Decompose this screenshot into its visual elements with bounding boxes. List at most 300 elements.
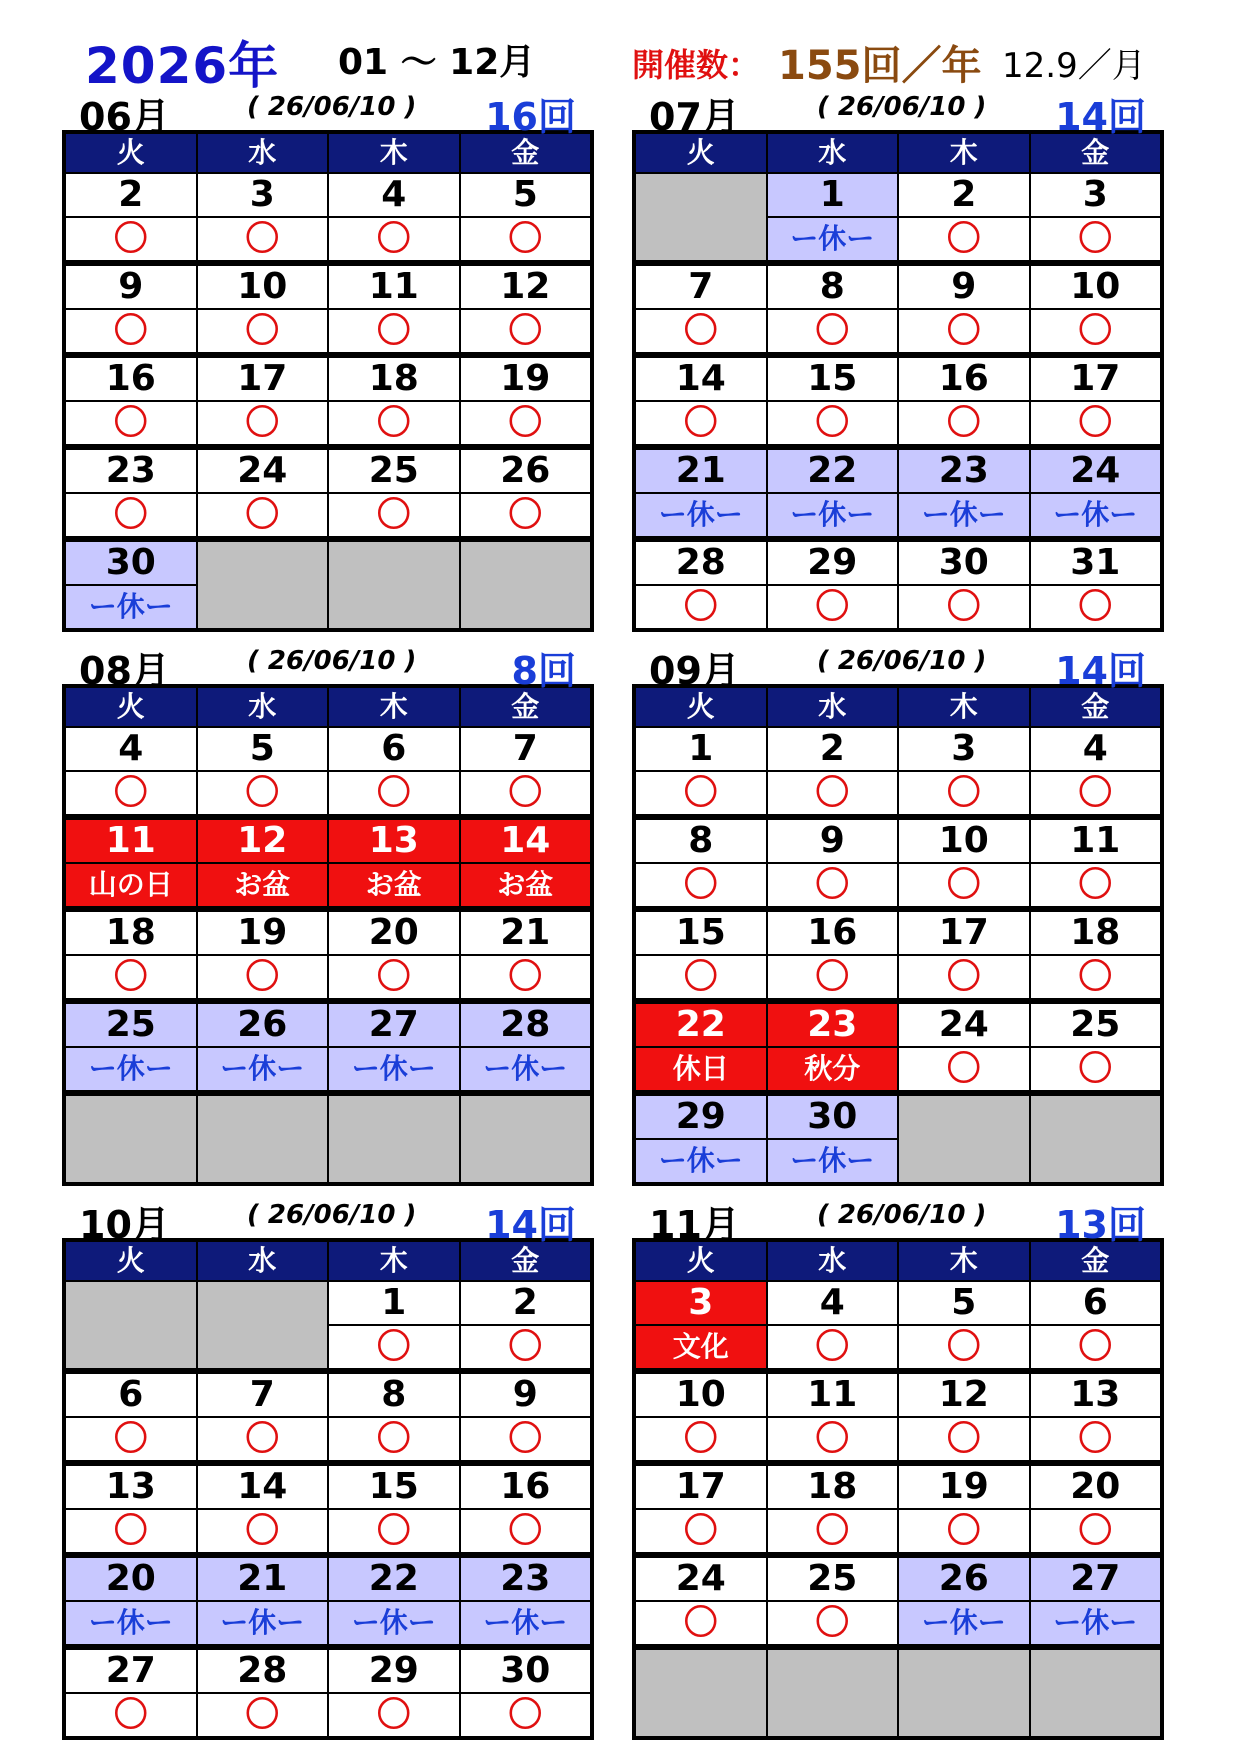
day-number: 28 [461, 1004, 591, 1046]
week-separator [636, 816, 1160, 818]
day-number: 11 [1031, 820, 1161, 862]
event-count-monthly-avg: 12.9／月 [1002, 46, 1146, 86]
day-number: 1 [636, 728, 766, 770]
day-cell-open [461, 358, 591, 444]
day-number: 2 [461, 1282, 591, 1324]
open-circle-mark: 〇 [1031, 956, 1161, 998]
day-cell-open [768, 912, 898, 998]
open-circle-mark: 〇 [66, 772, 196, 814]
day-number: 18 [1031, 912, 1161, 954]
day-cell-open [329, 912, 459, 998]
weekday-header: 火 [636, 134, 766, 172]
day-cell-open [1031, 174, 1161, 260]
day-number: 1 [329, 1282, 459, 1324]
empty-day-cell [899, 1096, 1029, 1182]
week-separator [66, 262, 590, 264]
day-cell-open [768, 1558, 898, 1644]
day-cell-open [329, 1282, 459, 1368]
day-number: 11 [768, 1374, 898, 1416]
day-cell-holiday [461, 820, 591, 906]
day-cell-open [198, 358, 328, 444]
closed-label: ー休ー [768, 1140, 898, 1182]
month-calendar [632, 638, 1164, 1186]
closed-label: ー休ー [66, 1048, 196, 1090]
day-cell-closed [329, 1004, 459, 1090]
empty-day-cell [198, 542, 328, 628]
month-header [632, 638, 1164, 693]
open-circle-mark: 〇 [198, 402, 328, 444]
weekday-header: 火 [66, 1242, 196, 1280]
week-separator [66, 1462, 590, 1464]
open-circle-mark: 〇 [66, 402, 196, 444]
day-number: 28 [198, 1650, 328, 1692]
day-number: 12 [198, 820, 328, 862]
month-calendar [632, 1192, 1164, 1740]
day-number: 30 [768, 1096, 898, 1138]
day-cell-closed [198, 1558, 328, 1644]
day-number: 18 [768, 1466, 898, 1508]
open-circle-mark: 〇 [461, 1694, 591, 1736]
day-cell-open [636, 1374, 766, 1460]
weekday-header: 金 [461, 134, 591, 172]
open-circle-mark: 〇 [1031, 218, 1161, 260]
day-cell-closed [899, 450, 1029, 536]
open-circle-mark: 〇 [329, 1418, 459, 1460]
day-number: 23 [461, 1558, 591, 1600]
day-number: 11 [329, 266, 459, 308]
open-circle-mark: 〇 [66, 1418, 196, 1460]
day-number: 25 [66, 1004, 196, 1046]
month-event-count: 14回 [1055, 649, 1146, 693]
open-circle-mark: 〇 [899, 402, 1029, 444]
week-separator [66, 1370, 590, 1372]
day-cell-open [899, 1004, 1029, 1090]
day-number: 23 [768, 1004, 898, 1046]
day-cell-closed [1031, 450, 1161, 536]
day-cell-open [636, 912, 766, 998]
day-number: 13 [1031, 1374, 1161, 1416]
week-separator [636, 262, 1160, 264]
month-updated-date: ( 26/06/10 ) [247, 92, 417, 122]
day-cell-open [1031, 1282, 1161, 1368]
day-number: 9 [66, 266, 196, 308]
day-cell-open [1031, 912, 1161, 998]
empty-day-cell [636, 1650, 766, 1736]
week-separator [66, 354, 590, 356]
open-circle-mark: 〇 [329, 1694, 459, 1736]
day-cell-open [899, 266, 1029, 352]
open-circle-mark: 〇 [329, 402, 459, 444]
closed-label: ー休ー [636, 1140, 766, 1182]
weekday-header: 木 [329, 688, 459, 726]
weekday-header: 木 [899, 1242, 1029, 1280]
day-number: 26 [461, 450, 591, 492]
open-circle-mark: 〇 [899, 218, 1029, 260]
open-circle-mark: 〇 [329, 772, 459, 814]
day-number: 16 [899, 358, 1029, 400]
closed-label: ー休ー [1031, 494, 1161, 536]
day-cell-open [66, 1466, 196, 1552]
day-cell-open [1031, 542, 1161, 628]
day-cell-open [636, 1466, 766, 1552]
day-cell-open [768, 266, 898, 352]
day-cell-open [636, 266, 766, 352]
week-separator [636, 908, 1160, 910]
day-cell-open [768, 728, 898, 814]
day-number: 7 [636, 266, 766, 308]
month-updated-date: ( 26/06/10 ) [247, 1200, 417, 1230]
day-cell-closed [66, 542, 196, 628]
day-number: 26 [899, 1558, 1029, 1600]
open-circle-mark: 〇 [66, 956, 196, 998]
day-number: 27 [66, 1650, 196, 1692]
day-number: 6 [329, 728, 459, 770]
open-circle-mark: 〇 [198, 1418, 328, 1460]
day-number: 27 [329, 1004, 459, 1046]
day-number: 22 [768, 450, 898, 492]
open-circle-mark: 〇 [66, 310, 196, 352]
month-calendar [62, 84, 594, 632]
calendar-grid [62, 1238, 594, 1740]
day-number: 17 [1031, 358, 1161, 400]
closed-label: ー休ー [329, 1048, 459, 1090]
day-cell-open [636, 358, 766, 444]
open-circle-mark: 〇 [899, 1326, 1029, 1368]
open-circle-mark: 〇 [461, 402, 591, 444]
day-cell-open [329, 728, 459, 814]
weekday-header: 火 [636, 688, 766, 726]
open-circle-mark: 〇 [899, 586, 1029, 628]
day-number: 19 [899, 1466, 1029, 1508]
week-separator [636, 1462, 1160, 1464]
closed-label: ー休ー [198, 1602, 328, 1644]
month-event-count: 14回 [485, 1203, 576, 1247]
day-cell-open [461, 728, 591, 814]
day-number: 3 [636, 1282, 766, 1324]
day-cell-closed [636, 450, 766, 536]
day-number: 4 [329, 174, 459, 216]
day-number: 10 [899, 820, 1029, 862]
day-number: 29 [636, 1096, 766, 1138]
month-updated-date: ( 26/06/10 ) [817, 92, 987, 122]
day-number: 18 [329, 358, 459, 400]
day-cell-open [198, 450, 328, 536]
day-number: 22 [636, 1004, 766, 1046]
day-cell-open [66, 266, 196, 352]
day-number: 2 [66, 174, 196, 216]
day-cell-open [899, 174, 1029, 260]
day-cell-holiday [66, 820, 196, 906]
holiday-name: お盆 [198, 864, 328, 906]
day-number: 31 [1031, 542, 1161, 584]
open-circle-mark: 〇 [66, 1510, 196, 1552]
holiday-name: 山の日 [66, 864, 196, 906]
day-cell-open [66, 1650, 196, 1736]
empty-day-cell [66, 1096, 196, 1182]
day-number: 26 [198, 1004, 328, 1046]
open-circle-mark: 〇 [768, 1418, 898, 1460]
open-circle-mark: 〇 [636, 864, 766, 906]
closed-label: ー休ー [329, 1602, 459, 1644]
day-number: 24 [899, 1004, 1029, 1046]
open-circle-mark: 〇 [768, 864, 898, 906]
day-number: 8 [329, 1374, 459, 1416]
day-cell-open [461, 1282, 591, 1368]
page-header [0, 0, 1241, 95]
day-number: 4 [1031, 728, 1161, 770]
open-circle-mark: 〇 [198, 1510, 328, 1552]
day-cell-open [899, 1282, 1029, 1368]
empty-day-cell [461, 542, 591, 628]
day-cell-open [198, 1466, 328, 1552]
day-number: 28 [636, 542, 766, 584]
day-cell-open [66, 174, 196, 260]
day-cell-open [198, 174, 328, 260]
empty-day-cell [329, 542, 459, 628]
empty-day-cell [768, 1650, 898, 1736]
open-circle-mark: 〇 [66, 218, 196, 260]
day-number: 22 [329, 1558, 459, 1600]
open-circle-mark: 〇 [461, 310, 591, 352]
empty-day-cell [198, 1096, 328, 1182]
day-number: 8 [636, 820, 766, 862]
day-cell-open [461, 174, 591, 260]
open-circle-mark: 〇 [461, 772, 591, 814]
weekday-header: 金 [1031, 1242, 1161, 1280]
closed-label: ー休ー [461, 1048, 591, 1090]
day-cell-open [636, 1558, 766, 1644]
open-circle-mark: 〇 [899, 956, 1029, 998]
day-number: 6 [1031, 1282, 1161, 1324]
day-cell-open [198, 1650, 328, 1736]
weekday-header: 火 [66, 134, 196, 172]
week-separator [636, 538, 1160, 540]
open-circle-mark: 〇 [461, 1326, 591, 1368]
day-number: 5 [198, 728, 328, 770]
day-number: 24 [636, 1558, 766, 1600]
day-number: 3 [899, 728, 1029, 770]
open-circle-mark: 〇 [768, 586, 898, 628]
day-number: 15 [636, 912, 766, 954]
week-separator [636, 1092, 1160, 1094]
day-cell-open [1031, 728, 1161, 814]
day-cell-closed [329, 1558, 459, 1644]
day-cell-open [329, 174, 459, 260]
day-number: 18 [66, 912, 196, 954]
holiday-name: 休日 [636, 1048, 766, 1090]
day-number: 3 [1031, 174, 1161, 216]
weekday-header: 木 [899, 688, 1029, 726]
day-cell-open [329, 1374, 459, 1460]
open-circle-mark: 〇 [636, 772, 766, 814]
day-cell-open [329, 358, 459, 444]
weekday-header: 水 [198, 688, 328, 726]
event-count-yearly: 155回／年 [778, 43, 982, 89]
week-separator [66, 1000, 590, 1002]
day-cell-open [461, 450, 591, 536]
month-header [62, 638, 594, 693]
holiday-name: お盆 [329, 864, 459, 906]
day-cell-open [768, 1374, 898, 1460]
day-cell-open [1031, 1374, 1161, 1460]
open-circle-mark: 〇 [1031, 772, 1161, 814]
day-number: 23 [899, 450, 1029, 492]
open-circle-mark: 〇 [899, 1510, 1029, 1552]
day-cell-open [198, 728, 328, 814]
open-circle-mark: 〇 [66, 1694, 196, 1736]
month-updated-date: ( 26/06/10 ) [247, 646, 417, 676]
day-cell-open [66, 1374, 196, 1460]
day-cell-open [461, 266, 591, 352]
day-cell-closed [198, 1004, 328, 1090]
calendar-grid [632, 1238, 1164, 1740]
day-cell-open [198, 1374, 328, 1460]
weekday-header: 木 [329, 134, 459, 172]
day-cell-open [636, 820, 766, 906]
closed-label: ー休ー [198, 1048, 328, 1090]
calendar-grid [62, 130, 594, 632]
month-name: 08月 [79, 649, 170, 693]
day-number: 20 [329, 912, 459, 954]
day-cell-open [461, 1374, 591, 1460]
day-number: 10 [636, 1374, 766, 1416]
day-number: 20 [1031, 1466, 1161, 1508]
open-circle-mark: 〇 [329, 956, 459, 998]
day-number: 12 [899, 1374, 1029, 1416]
day-cell-open [198, 912, 328, 998]
day-number: 5 [461, 174, 591, 216]
year-title: 2026年 [85, 37, 280, 95]
day-number: 29 [329, 1650, 459, 1692]
open-circle-mark: 〇 [1031, 1510, 1161, 1552]
day-cell-holiday [198, 820, 328, 906]
weekday-header: 火 [66, 688, 196, 726]
open-circle-mark: 〇 [636, 1418, 766, 1460]
month-calendar [632, 84, 1164, 632]
week-separator [66, 446, 590, 448]
day-number: 6 [66, 1374, 196, 1416]
week-separator [66, 908, 590, 910]
day-number: 29 [768, 542, 898, 584]
closed-label: ー休ー [66, 1602, 196, 1644]
open-circle-mark: 〇 [461, 494, 591, 536]
open-circle-mark: 〇 [636, 402, 766, 444]
day-cell-open [768, 820, 898, 906]
day-number: 19 [461, 358, 591, 400]
day-cell-open [1031, 358, 1161, 444]
weekday-header: 金 [1031, 134, 1161, 172]
open-circle-mark: 〇 [329, 218, 459, 260]
day-cell-open [1031, 266, 1161, 352]
day-cell-holiday [636, 1282, 766, 1368]
day-cell-closed [768, 174, 898, 260]
month-event-count: 13回 [1055, 1203, 1146, 1247]
week-separator [636, 1370, 1160, 1372]
open-circle-mark: 〇 [198, 1694, 328, 1736]
day-number: 4 [768, 1282, 898, 1324]
open-circle-mark: 〇 [636, 1602, 766, 1644]
holiday-name: 秋分 [768, 1048, 898, 1090]
month-range: 01 ～ 12月 [338, 42, 536, 83]
month-event-count: 8回 [511, 649, 576, 693]
week-separator [66, 1646, 590, 1648]
day-cell-open [329, 450, 459, 536]
day-cell-open [636, 728, 766, 814]
open-circle-mark: 〇 [198, 310, 328, 352]
month-calendar [62, 1192, 594, 1740]
month-updated-date: ( 26/06/10 ) [817, 646, 987, 676]
day-number: 1 [768, 174, 898, 216]
calendar-grid [62, 684, 594, 1186]
day-number: 9 [768, 820, 898, 862]
day-number: 23 [66, 450, 196, 492]
day-cell-open [768, 1282, 898, 1368]
empty-day-cell [899, 1650, 1029, 1736]
open-circle-mark: 〇 [1031, 1326, 1161, 1368]
day-number: 24 [198, 450, 328, 492]
day-number: 27 [1031, 1558, 1161, 1600]
week-separator [66, 538, 590, 540]
day-number: 16 [66, 358, 196, 400]
open-circle-mark: 〇 [198, 956, 328, 998]
day-cell-open [899, 912, 1029, 998]
month-header [632, 84, 1164, 139]
day-number: 20 [66, 1558, 196, 1600]
day-number: 7 [198, 1374, 328, 1416]
month-calendar [62, 638, 594, 1186]
day-number: 21 [198, 1558, 328, 1600]
day-cell-closed [768, 1096, 898, 1182]
open-circle-mark: 〇 [1031, 864, 1161, 906]
open-circle-mark: 〇 [1031, 310, 1161, 352]
holiday-name: お盆 [461, 864, 591, 906]
day-number: 16 [768, 912, 898, 954]
day-number: 16 [461, 1466, 591, 1508]
day-cell-holiday [329, 820, 459, 906]
day-cell-open [329, 266, 459, 352]
day-number: 14 [198, 1466, 328, 1508]
open-circle-mark: 〇 [1031, 1048, 1161, 1090]
week-separator [66, 1554, 590, 1556]
weekday-header: 金 [1031, 688, 1161, 726]
open-circle-mark: 〇 [198, 772, 328, 814]
open-circle-mark: 〇 [768, 1326, 898, 1368]
open-circle-mark: 〇 [768, 310, 898, 352]
empty-day-cell [1031, 1096, 1161, 1182]
day-number: 12 [461, 266, 591, 308]
day-cell-open [899, 820, 1029, 906]
week-separator [636, 1646, 1160, 1648]
day-cell-open [329, 1466, 459, 1552]
day-number: 7 [461, 728, 591, 770]
day-number: 30 [899, 542, 1029, 584]
open-circle-mark: 〇 [1031, 1418, 1161, 1460]
open-circle-mark: 〇 [636, 310, 766, 352]
weekday-header: 木 [899, 134, 1029, 172]
closed-label: ー休ー [461, 1602, 591, 1644]
weekday-header: 水 [768, 1242, 898, 1280]
open-circle-mark: 〇 [899, 310, 1029, 352]
day-number: 8 [768, 266, 898, 308]
weekday-header: 金 [461, 688, 591, 726]
closed-label: ー休ー [636, 494, 766, 536]
month-name: 07月 [649, 95, 740, 139]
day-number: 17 [636, 1466, 766, 1508]
weekday-header: 水 [768, 688, 898, 726]
day-cell-open [329, 1650, 459, 1736]
month-event-count: 14回 [1055, 95, 1146, 139]
closed-label: ー休ー [899, 494, 1029, 536]
